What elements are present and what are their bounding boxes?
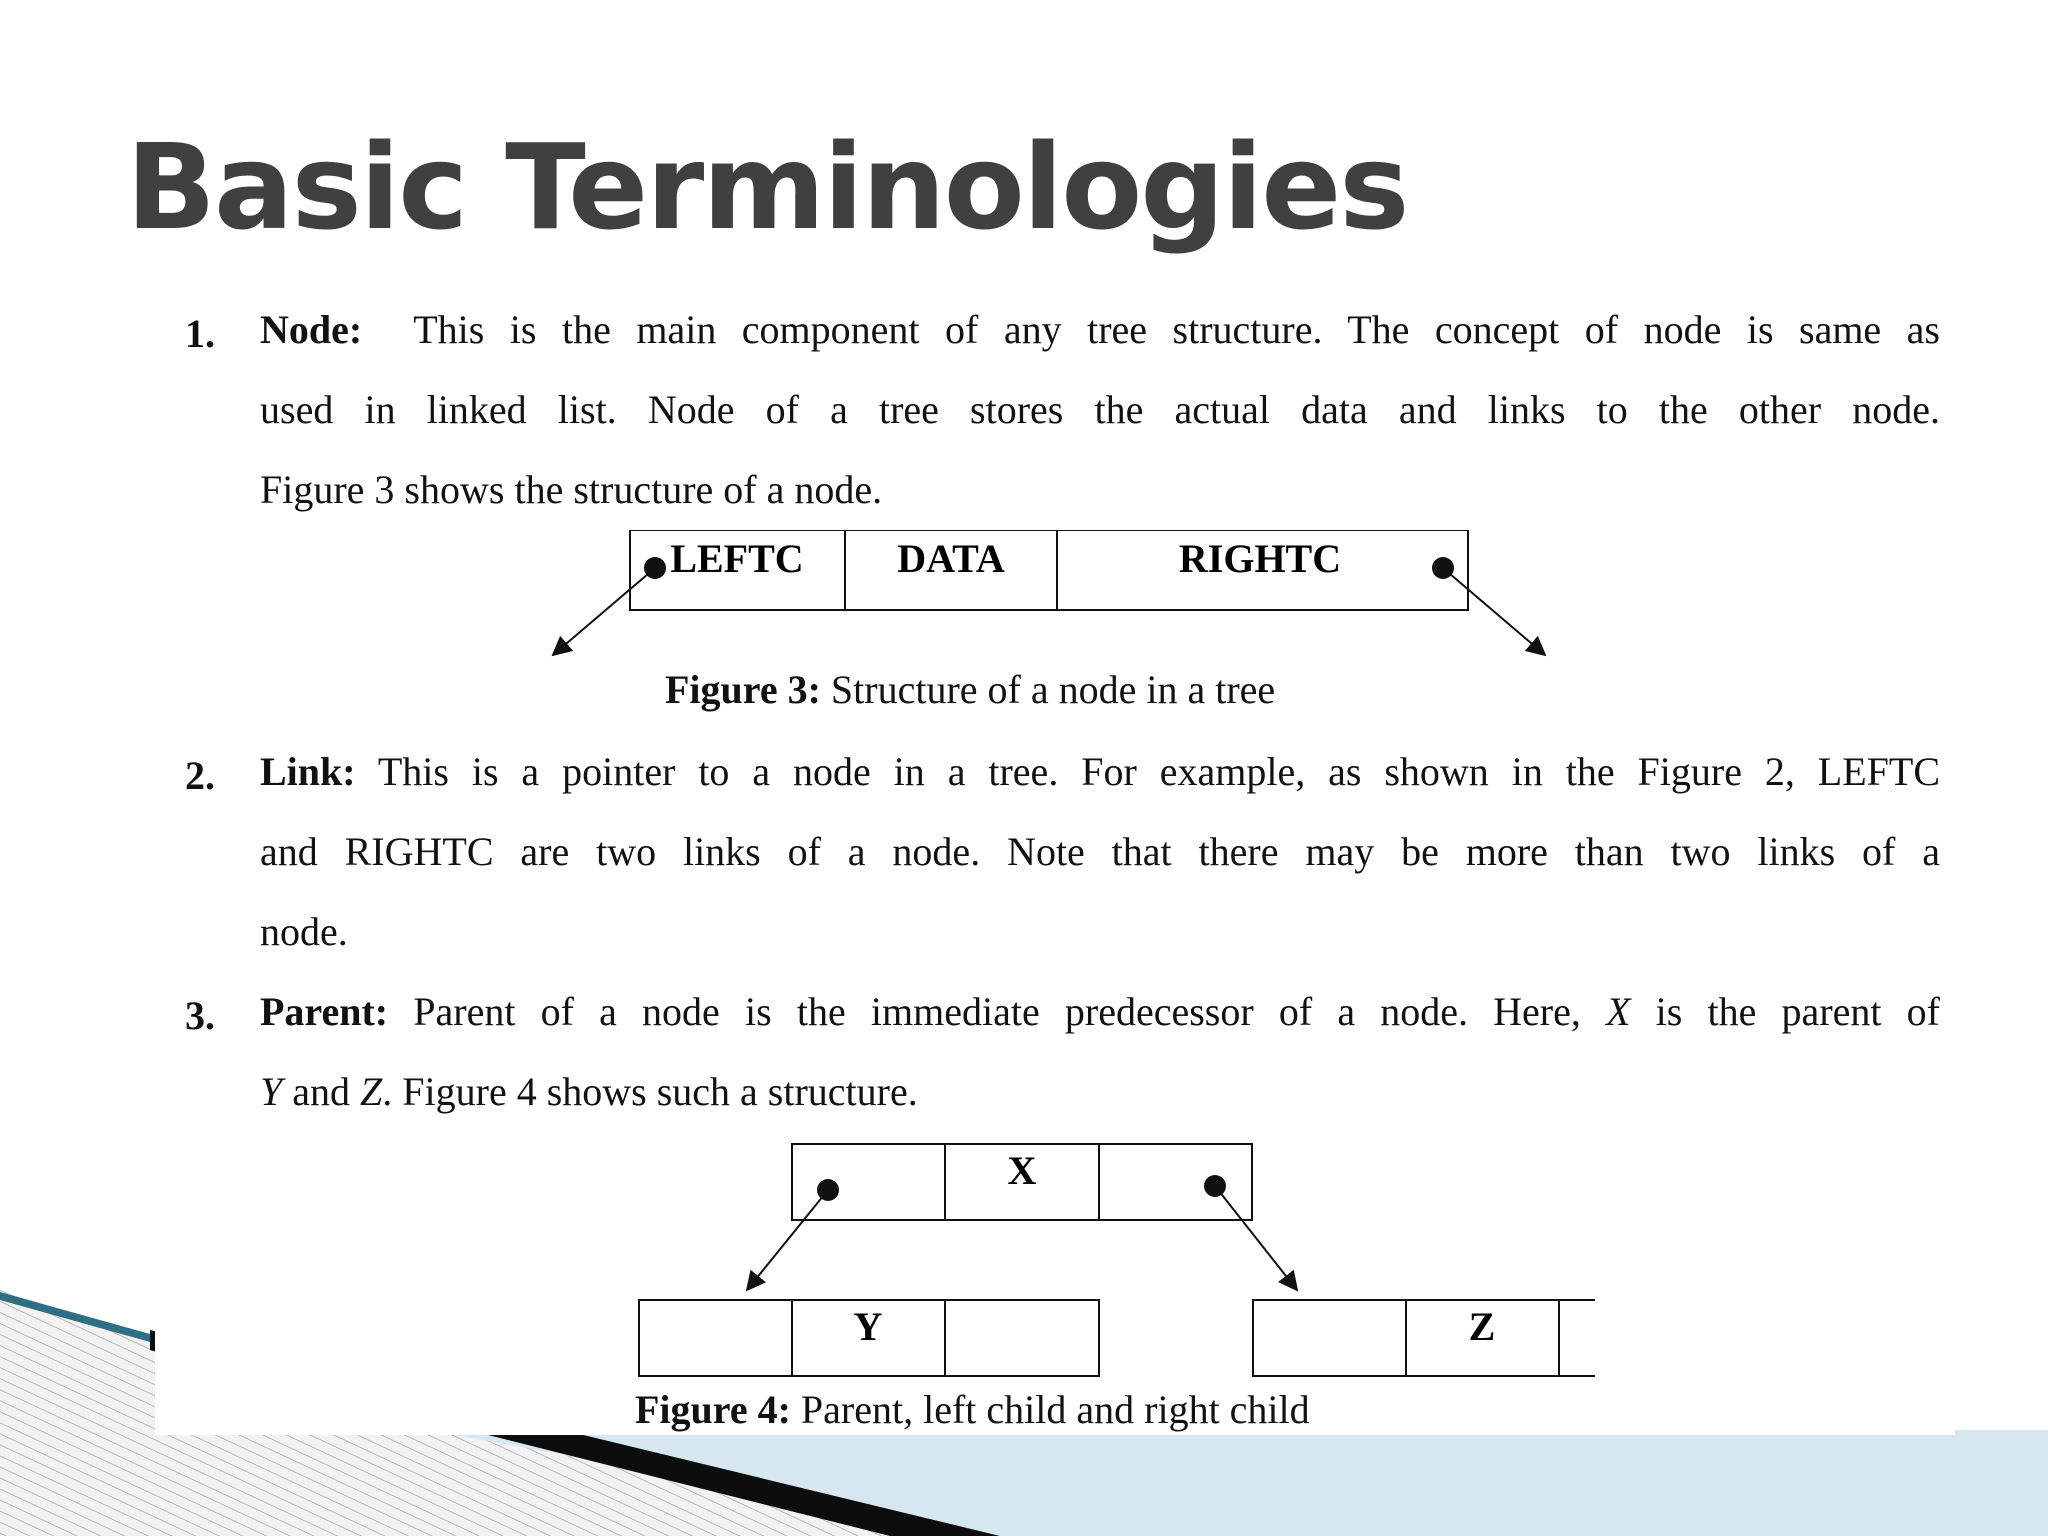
term-parent: Parent: — [260, 989, 389, 1034]
figure3-node-diagram — [505, 530, 1705, 680]
right-child-label: Z — [1468, 1304, 1496, 1349]
left-child-node — [639, 1300, 1099, 1376]
left-link-arrow — [553, 568, 655, 655]
parent-label: X — [1007, 1148, 1037, 1193]
item-number: 1. — [185, 311, 215, 356]
figure4-caption: Figure 4: Parent, left child and right child — [635, 1387, 1310, 1432]
figure3-caption: Figure 3: Structure of a node in a tree — [665, 667, 1276, 712]
item-line: used in linked list. Node of a tree stores the actual data and links to the other node. — [260, 387, 1940, 432]
term-node: Node: — [260, 307, 363, 352]
right-child-node — [1253, 1300, 1595, 1376]
cell-data: DATA — [897, 536, 1005, 581]
item-line: and RIGHTC are two links of a node. Note that there may be more than two links of a — [260, 829, 1940, 874]
item-line: This is a pointer to a node in a tree. For example, as shown in the Figure 2, LEFTC — [377, 749, 1941, 794]
cell-leftc: LEFTC — [670, 536, 804, 581]
content-image: 1. Node: This is the main component of any tree structure. The concept of node is same as used in linked list. Node of a tree stores the actual data and links to the other node. Figure 3 shows the structure of a node. LEFTC DATA RIGHTC Figure 3: Structure of a node in a tree 2. Link: This is a pointer to a node in a tree. For example, as shown in the Figure 2, LEFTC and RIGHTC are two links of a node. Note that there may be more than two links of a node. 3. Parent: Parent of a node is the immediate predecessor of a node. Here, X is the parent of Y and Z. Figure 4 shows such a structure. X Y Z Figure 4: Parent, left child and right child — [155, 290, 1955, 1435]
cell-rightc: RIGHTC — [1178, 536, 1342, 581]
item-line: This is the main component of any tree structure. The concept of node is same as — [413, 307, 1940, 352]
item-number: 2. — [185, 753, 215, 798]
left-child-arrow — [747, 1190, 828, 1290]
right-link-arrow — [1443, 568, 1545, 655]
item-line: node. — [260, 909, 348, 954]
slide-title: Basic Terminologies — [126, 118, 1408, 256]
right-child-arrow — [1215, 1186, 1297, 1290]
term-link: Link: — [260, 749, 356, 794]
figure4-tree-diagram — [485, 1142, 1595, 1378]
item-number: 3. — [185, 993, 215, 1038]
item-line: Figure 3 shows the structure of a node. — [260, 467, 883, 512]
left-child-label: Y — [853, 1304, 883, 1349]
parent-node — [792, 1144, 1252, 1220]
